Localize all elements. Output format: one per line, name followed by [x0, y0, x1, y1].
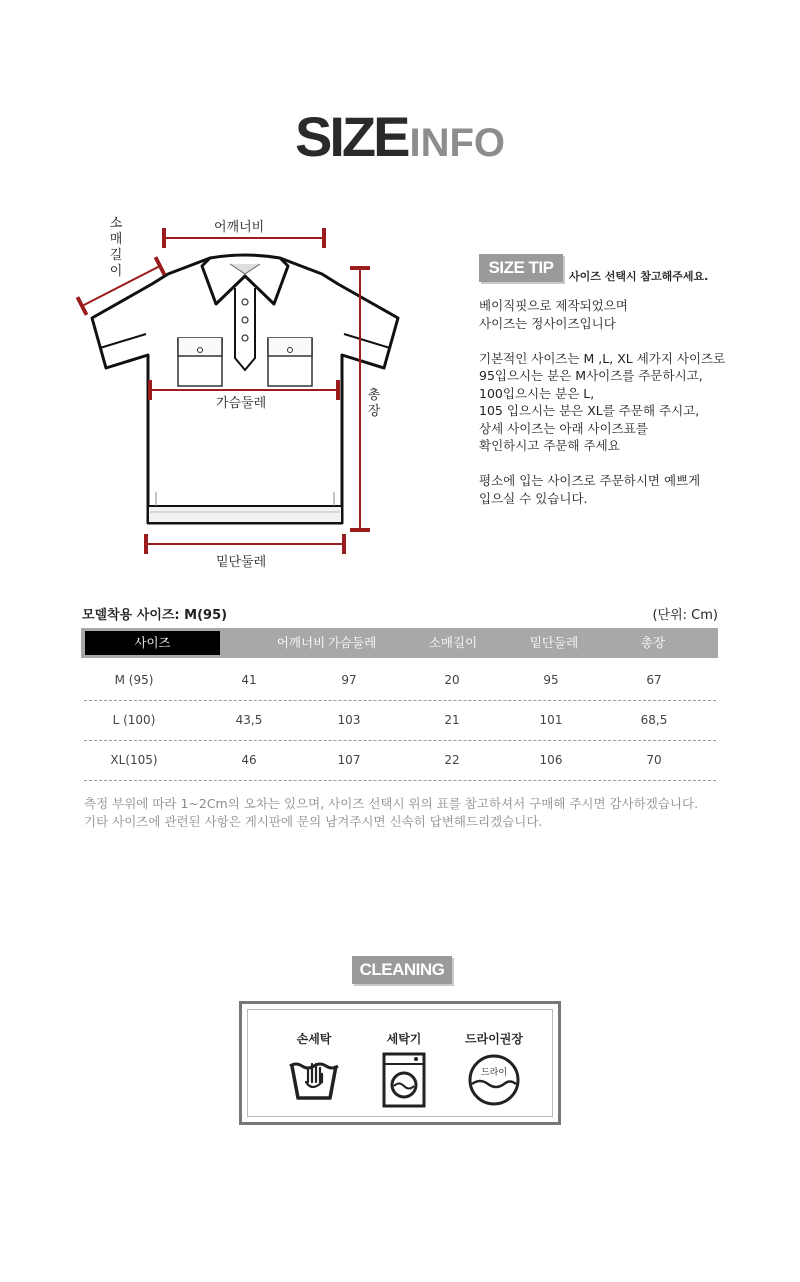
care-hand-wash: 손세탁	[264, 1010, 364, 1114]
label-hem: 밑단둘레	[216, 555, 267, 570]
dry-clean-icon	[466, 1052, 522, 1108]
label-shoulder: 어깨너비	[214, 220, 265, 235]
header-length: 총장	[640, 635, 666, 650]
label-sleeve: 소 매 길 이	[109, 216, 123, 279]
washing-machine-icon	[376, 1052, 432, 1108]
table-row: XL(105) 46 107 22 106 70	[84, 740, 716, 781]
care-washing-machine: 세탁기	[354, 1010, 454, 1114]
model-size-caption: 모델착용 사이즈: M(95)	[82, 608, 228, 623]
table-row: L (100) 43,5 103 21 101 68,5	[84, 700, 716, 741]
tip-paragraph-2: 기본적인 사이즈는 M ,L, XL 세가지 사이즈로 95입으시는 분은 M사이즈를 주문하시고, 100입으시는 분은 L, 105 입으시는 분은 XL를 주문해 주시고, 상세 사이즈는 아래 사이즈표를 확인하시고 주문해 주세요	[479, 350, 726, 453]
size-table-header	[81, 628, 718, 658]
tip-paragraph-1: 베이직핏으로 제작되었으며 사이즈는 정사이즈입니다	[479, 298, 628, 331]
hand-wash-icon	[286, 1052, 342, 1104]
note-line: 기타 사이즈에 관련된 사항은 게시판에 문의 남겨주시면 신속히 답변해드리겠습니다.	[84, 814, 543, 829]
header-sleeve: 소매길이	[428, 635, 478, 650]
unit-label: (단위: Cm)	[652, 608, 718, 623]
size-tip-subtitle: 사이즈 선택시 참고해주세요.	[569, 270, 709, 283]
label-chest: 가슴둘레	[216, 396, 267, 411]
header-shoulder: 어깨너비	[276, 635, 326, 650]
header-hem: 밑단둘레	[529, 635, 579, 650]
cleaning-box	[239, 1001, 561, 1125]
page-title	[0, 104, 800, 169]
size-tip-badge: SIZE TIP	[479, 254, 563, 282]
cleaning-badge: CLEANING	[352, 956, 452, 984]
dry-clean-icon-text: 드라이	[480, 1068, 508, 1078]
title-size: SIZE	[294, 105, 408, 168]
measurement-diagram	[70, 210, 410, 580]
table-row: M (95) 41 97 20 95 67	[84, 660, 716, 701]
size-notes	[84, 795, 784, 831]
header-size: 사이즈	[85, 631, 220, 655]
header-chest: 가슴둘레	[327, 635, 377, 650]
title-info: INFO	[409, 121, 505, 165]
label-length: 총 장	[367, 388, 381, 419]
tip-paragraph-3: 평소에 입는 사이즈로 주문하시면 예쁘게 입으실 수 있습니다.	[479, 473, 701, 506]
note-line: 측정 부위에 따라 1~2Cm의 오차는 있으며, 사이즈 선택시 위의 표를 참고하셔서 구매해 주시면 감사하겠습니다.	[84, 796, 699, 811]
care-dry-clean: 드라이권장 드라이	[444, 1010, 544, 1114]
size-tip-text	[479, 297, 779, 525]
